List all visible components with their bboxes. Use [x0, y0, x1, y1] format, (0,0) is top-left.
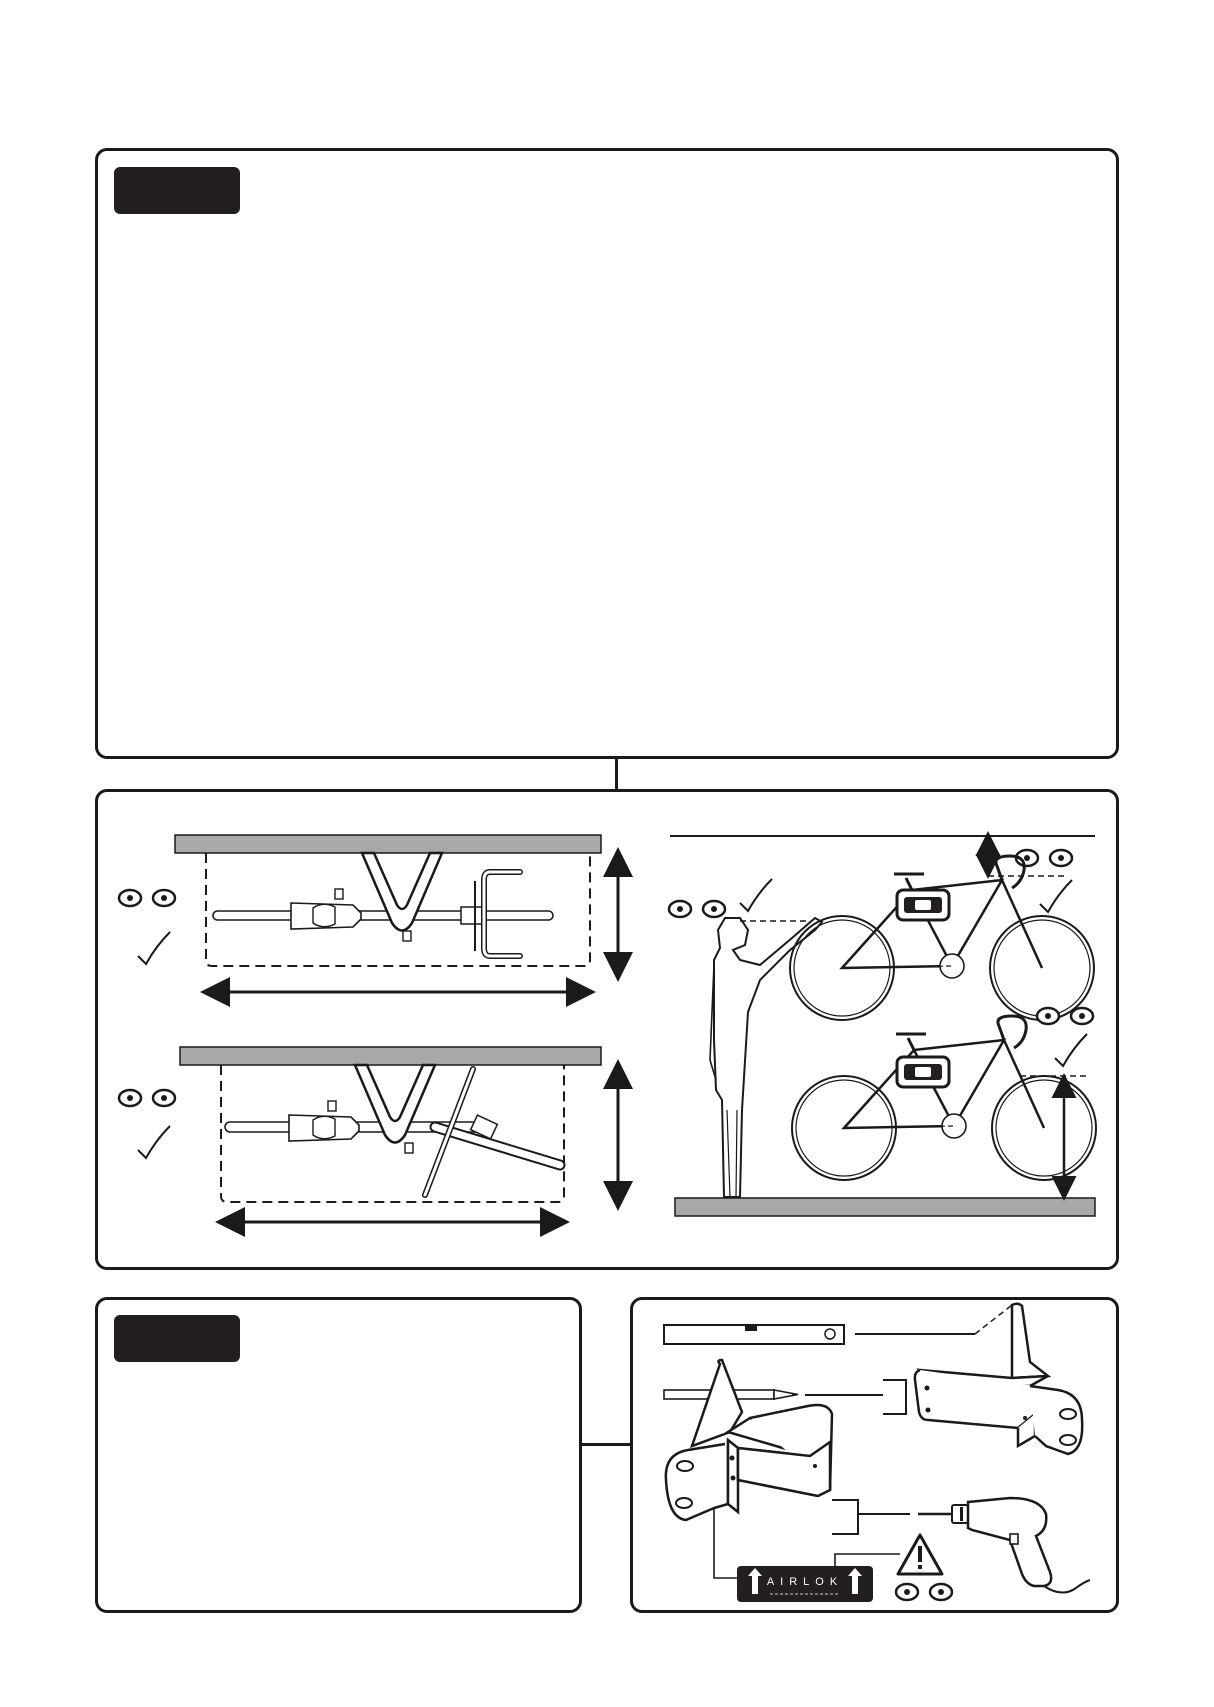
eyes-icon — [669, 901, 725, 917]
bicycle-side-lower — [792, 1016, 1096, 1180]
eyes-icon — [119, 1090, 175, 1106]
airlok-brand-text: AIRLOK — [766, 1576, 844, 1588]
airlok-label — [737, 1566, 873, 1602]
warning-icon — [898, 1535, 942, 1574]
checkmark-icon — [1040, 880, 1072, 912]
spirit-level-icon — [664, 1325, 844, 1344]
eyes-icon — [896, 1584, 952, 1600]
eyes-icon — [119, 890, 175, 906]
checkmark-icon — [1055, 1034, 1087, 1066]
drill-icon — [918, 1498, 1090, 1593]
bike-rack-bracket-icon — [915, 1304, 1082, 1454]
person-silhouette-icon — [714, 918, 822, 1197]
checkmark-icon — [740, 879, 772, 911]
wall-lower — [180, 1047, 601, 1065]
wall-upper — [175, 835, 601, 853]
bike-rack-bracket-icon — [666, 1360, 832, 1520]
floor — [675, 1198, 1095, 1216]
bicycle-side-upper — [790, 856, 1094, 1020]
checkmark-icon — [138, 932, 170, 964]
checkmark-icon — [138, 1126, 170, 1158]
